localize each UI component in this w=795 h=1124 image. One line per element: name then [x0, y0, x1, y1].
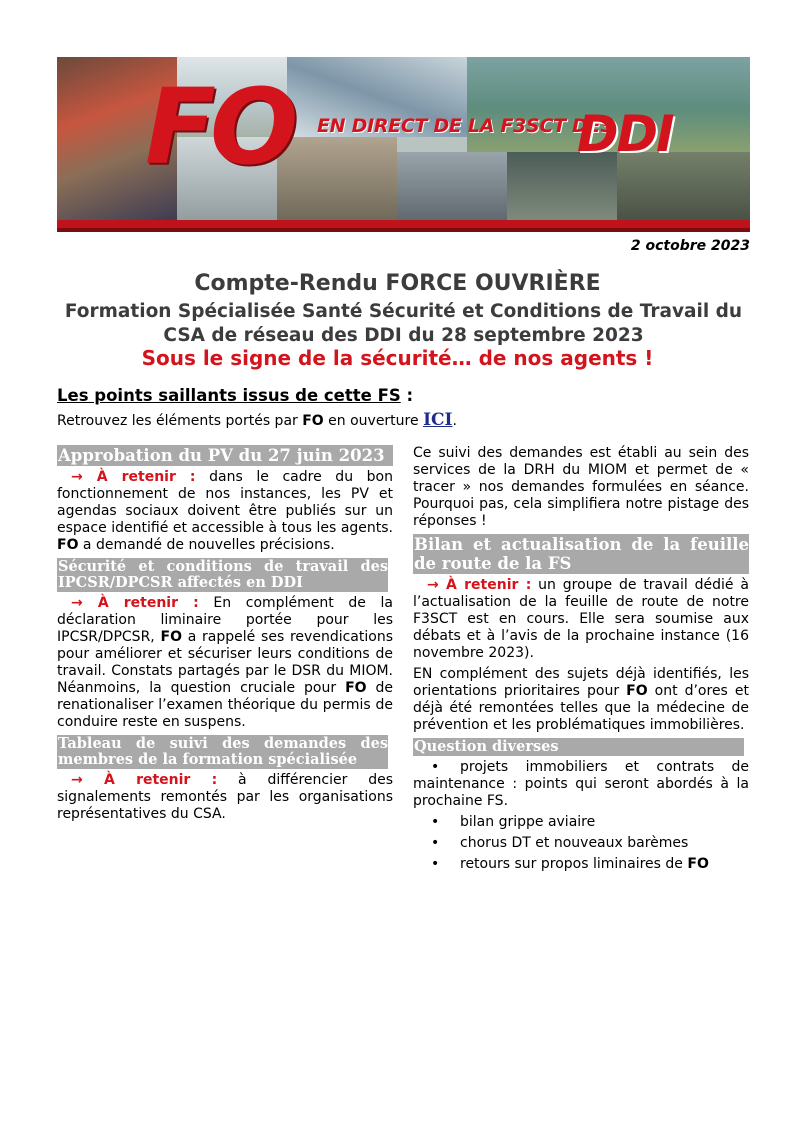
list-item-text: chorus DT et nouveaux barèmes: [460, 835, 689, 851]
document-date: 2 octobre 2023: [630, 238, 750, 254]
bilan-text: un groupe de travail dédié à l’actualisation de la feuille de route de notre F3SCT est en cours. Elle sera soumise aux débats et à l’avis de la prochaine instance (16 novembre 2023).: [413, 577, 749, 661]
intro-mid: en ouverture: [323, 413, 424, 429]
bullet-icon: •: [431, 759, 440, 775]
section-bilan-feuille-route: Bilan et actualisation de la feuille de route de la FS: [414, 535, 749, 573]
tableau-text: à différencier des signalements remontés par les organisations représentatives du CSA.: [57, 772, 394, 822]
banner-photo-tram: [397, 152, 507, 222]
points-heading-colon: :: [400, 386, 414, 405]
fo-mention: FO: [687, 856, 709, 872]
banner-photo-worker: [277, 137, 397, 222]
section-tableau-suivi: Tableau de suivi des demandes des membres de la formation spécialisée: [58, 735, 388, 768]
list-item: [413, 759, 749, 810]
banner-tagline: EN DIRECT DE LA F3SCT DES: [317, 115, 614, 137]
approbation-paragraph: [57, 469, 393, 554]
fo-logo: FO: [145, 66, 293, 188]
approbation-text: dans le cadre du bon fonctionnement de nos instances, les PV et agendas sociaux doivent être publiés sur un espace identifié et accessible à tous les agents.: [57, 469, 393, 536]
intro-prefix: Retrouvez les éléments portés par: [57, 413, 303, 429]
banner-ddi: DDI: [577, 105, 673, 163]
title-main: Compte-Rendu FORCE OUVRIÈRE: [194, 271, 601, 296]
fo-mention: FO: [57, 537, 79, 553]
intro-end: .: [452, 413, 457, 429]
points-heading: [57, 386, 413, 405]
section-questions-diverses: Question diverses: [413, 738, 744, 756]
bilan-paragraph: [413, 577, 749, 662]
list-item: [413, 814, 749, 831]
section-approbation-pv: Approbation du PV du 27 juin 2023: [57, 445, 393, 466]
header-banner: [57, 57, 750, 232]
section-securite-ipcsr: Sécurité et conditions de travail des IPCSR/DPCSR affectés en DDI: [58, 558, 388, 591]
orientations-text-end: ont d’ores et déjà été remontées telles que la médecine de prévention et les problématiques immobilières.: [413, 683, 749, 733]
list-item-text: [413, 856, 749, 873]
fo-mention: FO: [160, 629, 182, 645]
suivi-paragraph: Ce suivi des demandes est établi au sein des services de la DRH du MIOM et permet de « tracer » nos demandes formulées en séance. Pourquoi pas, cela simplifiera notre pistage des réponses !: [413, 445, 749, 529]
list-item-text: bilan grippe aviaire: [460, 814, 596, 830]
ici-link[interactable]: ICI: [423, 410, 453, 430]
banner-red-band: [57, 220, 750, 228]
list-item-text: projets immobiliers et contrats de maintenance : points qui seront abordés à la prochaine FS.: [413, 759, 749, 809]
left-column: [57, 445, 393, 827]
questions-list: [413, 759, 749, 873]
orientations-text: EN complément des sujets déjà identifiés, les orientations prioritaires pour: [413, 666, 749, 699]
securite-text-mid: a rappelé ses revendications pour améliorer et sécuriser leurs conditions de travail. Constats partagés par le DSR du MIOM. Néanmoins, la question cruciale pour: [57, 629, 393, 696]
securite-text-end: de renationaliser l’examen théorique du permis de conduire reste en suspens.: [57, 680, 394, 730]
securite-paragraph: [57, 595, 393, 731]
intro-line: [57, 410, 457, 430]
retenir-label: → À retenir :: [71, 595, 199, 611]
intro-fo: FO: [302, 413, 324, 429]
retenir-label: → À retenir :: [71, 469, 196, 485]
securite-text: En complément de la déclaration liminaire portée pour les IPCSR/DPCSR,: [57, 595, 393, 645]
bullet-icon: •: [431, 856, 440, 872]
title-tagline: Sous le signe de la sécurité… de nos agents !: [141, 346, 654, 370]
retenir-label: → À retenir :: [71, 772, 218, 788]
tableau-paragraph: [57, 772, 393, 823]
points-heading-text: Les points saillants issus de cette FS: [57, 386, 401, 405]
fo-mention: FO: [626, 683, 648, 699]
list-item-text-part: retours sur propos liminaires de: [460, 856, 688, 872]
banner-dark-band: [57, 228, 750, 232]
right-column: [413, 445, 749, 877]
fo-mention: FO: [345, 680, 367, 696]
retenir-label: → À retenir :: [427, 577, 532, 593]
list-item: [413, 835, 749, 852]
approbation-text-end: a demandé de nouvelles précisions.: [78, 537, 335, 553]
list-item: [413, 856, 749, 873]
title-sub: Formation Spécialisée Santé Sécurité et Conditions de Travail du CSA de réseau des DDI du 28 septembre 2023: [64, 301, 743, 346]
orientations-paragraph: [413, 666, 749, 734]
bullet-icon: •: [431, 814, 440, 830]
bullet-icon: •: [431, 835, 440, 851]
